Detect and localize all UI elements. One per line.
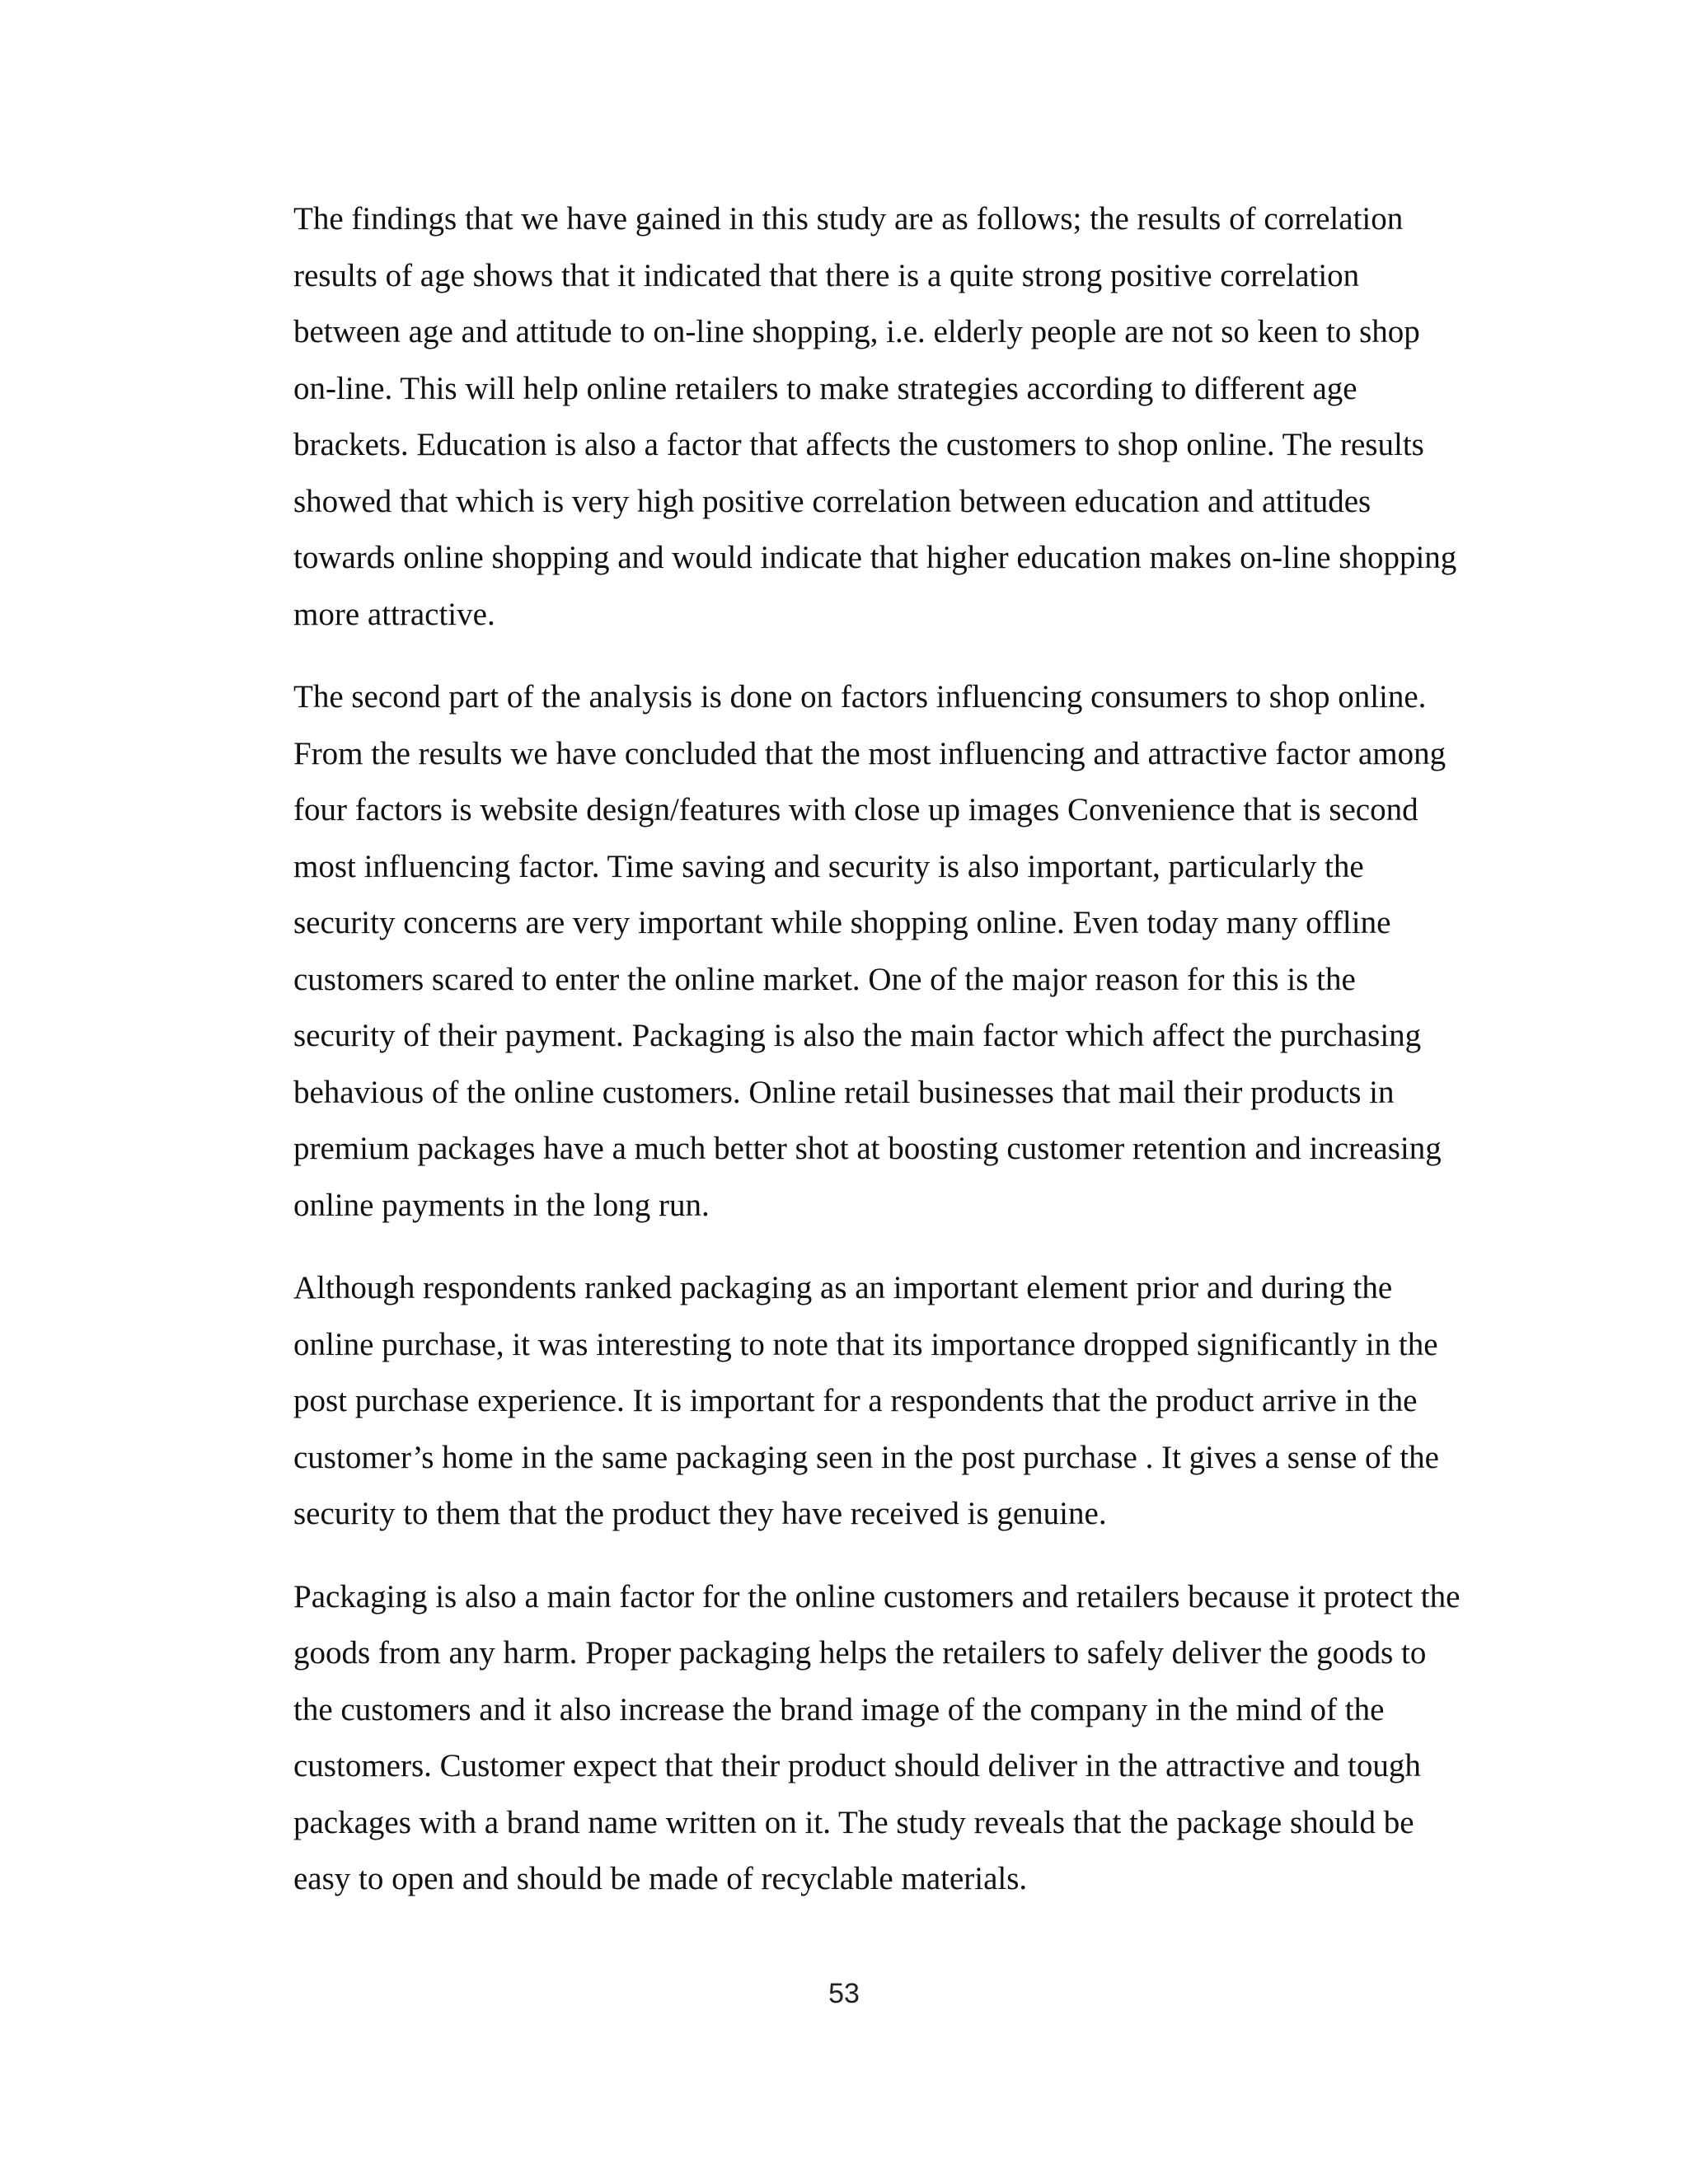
paragraph-packaging-importance: Although respondents ranked packaging as an important element prior and during the online purchase, it was interesting to note that its importance dropped significantly in the post purchase experience. It is important for a respondents that the product arrive in the customer’s home in the same packaging seen in the post purchase . It gives a sense of the security to them that the product they have received is genuine. bbox=[293, 1270, 1439, 1531]
paragraph-packaging-protection: Packaging is also a main factor for the online customers and retailers because it protect the goods from any harm. Proper packaging helps the retailers to safely deliver the goods to the customers and it also increase the brand image of the company in the mind of the customers. Customer expect that their product should deliver in the attractive and tough packages with a brand name written on it. The study reveals that the package should be easy to open and should be made of recyclable materials. bbox=[293, 1578, 1461, 1896]
paragraph-findings: The findings that we have gained in this study are as follows; the results of correlation results of age shows that it indicated that there is a quite strong positive correlation between age and attitude to on-line shopping, i.e. elderly people are not so keen to shop on-line. This will help online retailers to make strategies according to different age brackets. Education is also a factor that affects the customers to shop online. The results showed that which is very high positive correlation between education and attitudes towards online shopping and would indicate that higher education makes on-line shopping more attractive. bbox=[293, 201, 1457, 632]
body-text bbox=[293, 191, 1464, 1934]
page-number: 53 bbox=[828, 1978, 860, 2009]
paragraph-influencing-factors: The second part of the analysis is done on factors influencing consumers to shop online. From the results we have concluded that the most influencing and attractive factor among four factors is website design/features with close up images Convenience that is second most influencing factor. Time saving and security is also important, particularly the security concerns are very important while shopping online. Even today many offline customers scared to enter the online market. One of the major reason for this is the security of their payment. Packaging is also the main factor which affect the purchasing behavious of the online customers. Online retail businesses that mail their products in premium packages have a much better shot at boosting customer retention and increasing online payments in the long run. bbox=[293, 679, 1447, 1223]
